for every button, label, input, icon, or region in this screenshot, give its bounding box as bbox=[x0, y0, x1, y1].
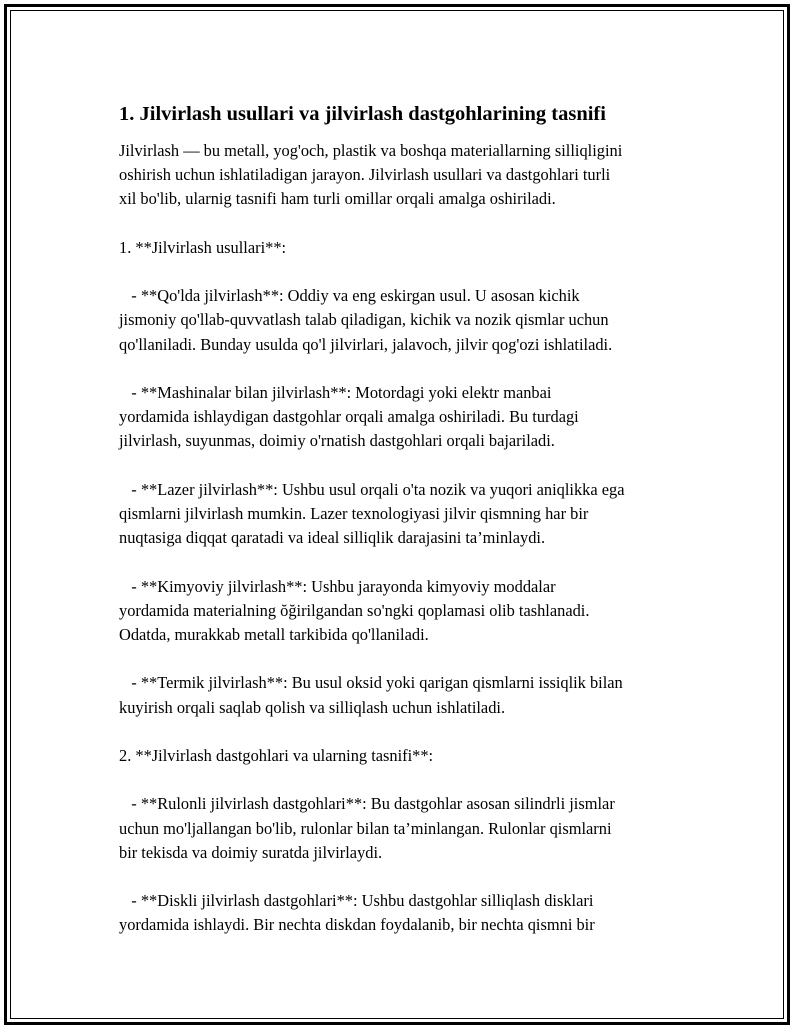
list-item-laser-polishing: - **Lazer jilvirlash**: Ushbu usul orqali o'ta nozik va yuqori aniqlikka ega qismlarni jilvirlash mumkin. Lazer texnologiyasi jilvir qismning har bir nuqtasiga diqqat qaratadi va ideal silliqlik darajasini ta’minlaydi. bbox=[119, 479, 625, 548]
list-item-machine-polishing: - **Mashinalar bilan jilvirlash**: Motordagi yoki elektr manbai yordamida ishlaydigan dastgohlar orqali amalga oshiriladi. Bu turdagi jilvirlash, suyunmas, doimiy o'rnatish dastgohlari orqali bajariladi. bbox=[119, 382, 579, 451]
document-title: 1. Jilvirlash usullari va jilvirlash dastgohlarining tasnifi bbox=[119, 103, 606, 125]
list-item-disc-machines: - **Diskli jilvirlash dastgohlari**: Ushbu dastgohlar silliqlash disklari yordamida ishlaydi. Bir nechta diskdan foydalanib, bir nechta qismni bir bbox=[119, 891, 595, 935]
list-item-manual-polishing: - **Qo'lda jilvirlash**: Oddiy va eng eskirgan usul. U asosan kichik jismoniy qo'llab-quvvatlash talab qiladigan, kichik va nozik qismlar uchun qo'llaniladi. Bunday usulda qo'l jilvirlari, jalavoch, jilvir qog'ozi ishlatiladi. bbox=[119, 286, 613, 354]
list-item-roller-machines: - **Rulonli jilvirlash dastgohlari**: Bu dastgohlar asosan silindrli jismlar uchun mo'ljallangan bo'lib, rulonlar bilan ta’minlangan. Rulonlar qismlarni bir tekisda va doimiy suratda jilvirlaydi. bbox=[119, 794, 615, 862]
section-heading-machines: 2. **Jilvirlash dastgohlari va ularning tasnifi**: bbox=[119, 745, 434, 765]
list-item-chemical-polishing: - **Kimyoviy jilvirlash**: Ushbu jarayonda kimyoviy moddalar yordamida materialning ŏğirilgandan so'ngki qoplamasi olib tashlanadi. Odatda, murakkab metall tarkibida qo'llaniladi. bbox=[119, 576, 590, 644]
document-body bbox=[119, 101, 699, 962]
list-item-thermal-polishing: - **Termik jilvirlash**: Bu usul oksid yoki qarigan qismlarni issiqlik bilan kuyirish orqali saqlab qolish va silliqlash uchun ishlatiladi. bbox=[119, 673, 623, 717]
section-heading-methods: 1. **Jilvirlash usullari**: bbox=[119, 237, 287, 257]
page-border bbox=[4, 4, 790, 1025]
intro-paragraph: Jilvirlash — bu metall, yog'och, plastik va boshqa materiallarning silliqligini oshirish uchun ishlatiladigan jarayon. Jilvirlash usullari va dastgohlari turli xil bo'lib, ularnig tasnifi ham turli omillar orqali amalga oshiriladi. bbox=[119, 141, 623, 209]
